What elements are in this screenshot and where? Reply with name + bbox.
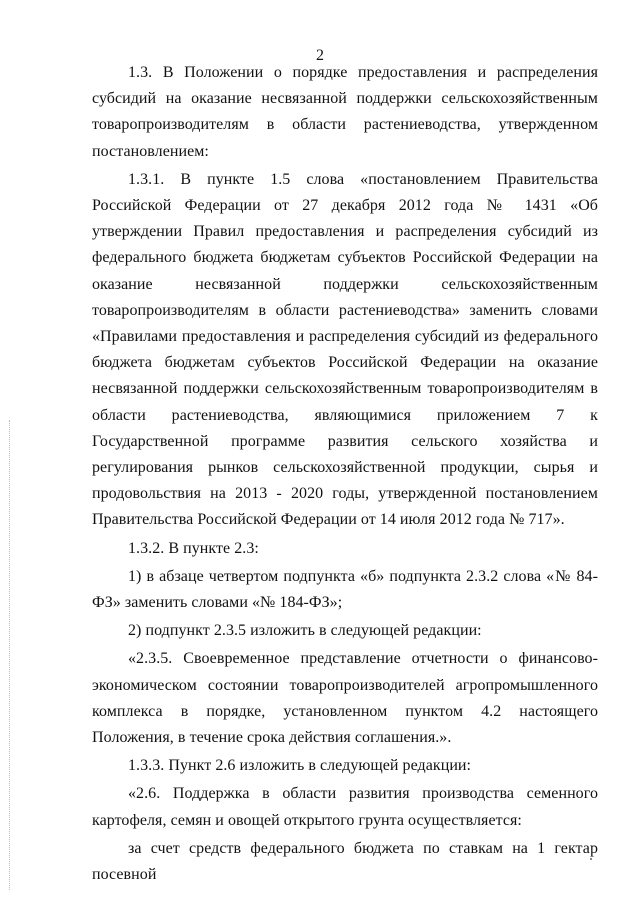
scan-speck [590,858,592,860]
paragraph-funding: за счет средств федерального бюджета по ставкам на 1 гектар посевной [92,839,598,884]
paragraph-2-3-5: «2.3.5. Своевременное представление отчетности о финансово-экономическом состоянии товаропроизводителей агропромышленного комплекса в порядке, установленном пунктом 4.2 настоящего Положения, в течение срока действия соглашения.». [92,650,598,747]
scan-margin-artifact [9,420,12,890]
page-number: 2 [316,47,324,64]
paragraph-2-6: «2.6. Поддержка в области развития производства семенного картофеля, семян и овощей открытого грунта осуществляется: [92,785,598,829]
document-body [92,60,598,888]
paragraph-1-3-2: 1.3.2. В пункте 2.3: [128,539,259,557]
paragraph-item-1: 1) в абзаце четвертом подпункта «б» подпункта 2.3.2 слова «№ 84-ФЗ» заменить словами «№ 184-ФЗ»; [92,567,598,612]
paragraph-item-2: 2) подпункт 2.3.5 изложить в следующей редакции: [128,622,482,640]
paragraph-1-3-3: 1.3.3. Пункт 2.6 изложить в следующей редакции: [128,757,472,775]
paragraph-1-3: 1.3. В Положении о порядке предоставления и распределения субсидий на оказание несвязанной поддержки сельскохозяйственным товаропроизводителям в области растениеводства, утвержденном постановлением: [92,64,598,160]
paragraph-1-3-1: 1.3.1. В пункте 1.5 слова «постановлением Правительства Российской Федерации от 27 декабря 2012 года № 1431 «Об утверждении Правил предоставления и распределения субсидий из федерального бюджета бюджетам субъектов Российской Федерации на оказание несвязанной поддержки сельскохозяйственным товаропроизводителям в области растениеводства» заменить словами «Правилами предоставления и распределения субсидий из федерального бюджета бюджетам субъектов Российской Федерации на оказание несвязанной поддержки сельскохозяйственным товаропроизводителям в области растениеводства, являющимися приложением 7 к Государственной программе развития сельского хозяйства и регулирования рынков сельскохозяйственной продукции, сырья и продовольствия на 2013 - 2020 годы, утвержденной постановлением Правительства Российской Федерации от 14 июля 2012 года № 717». [92,170,598,529]
